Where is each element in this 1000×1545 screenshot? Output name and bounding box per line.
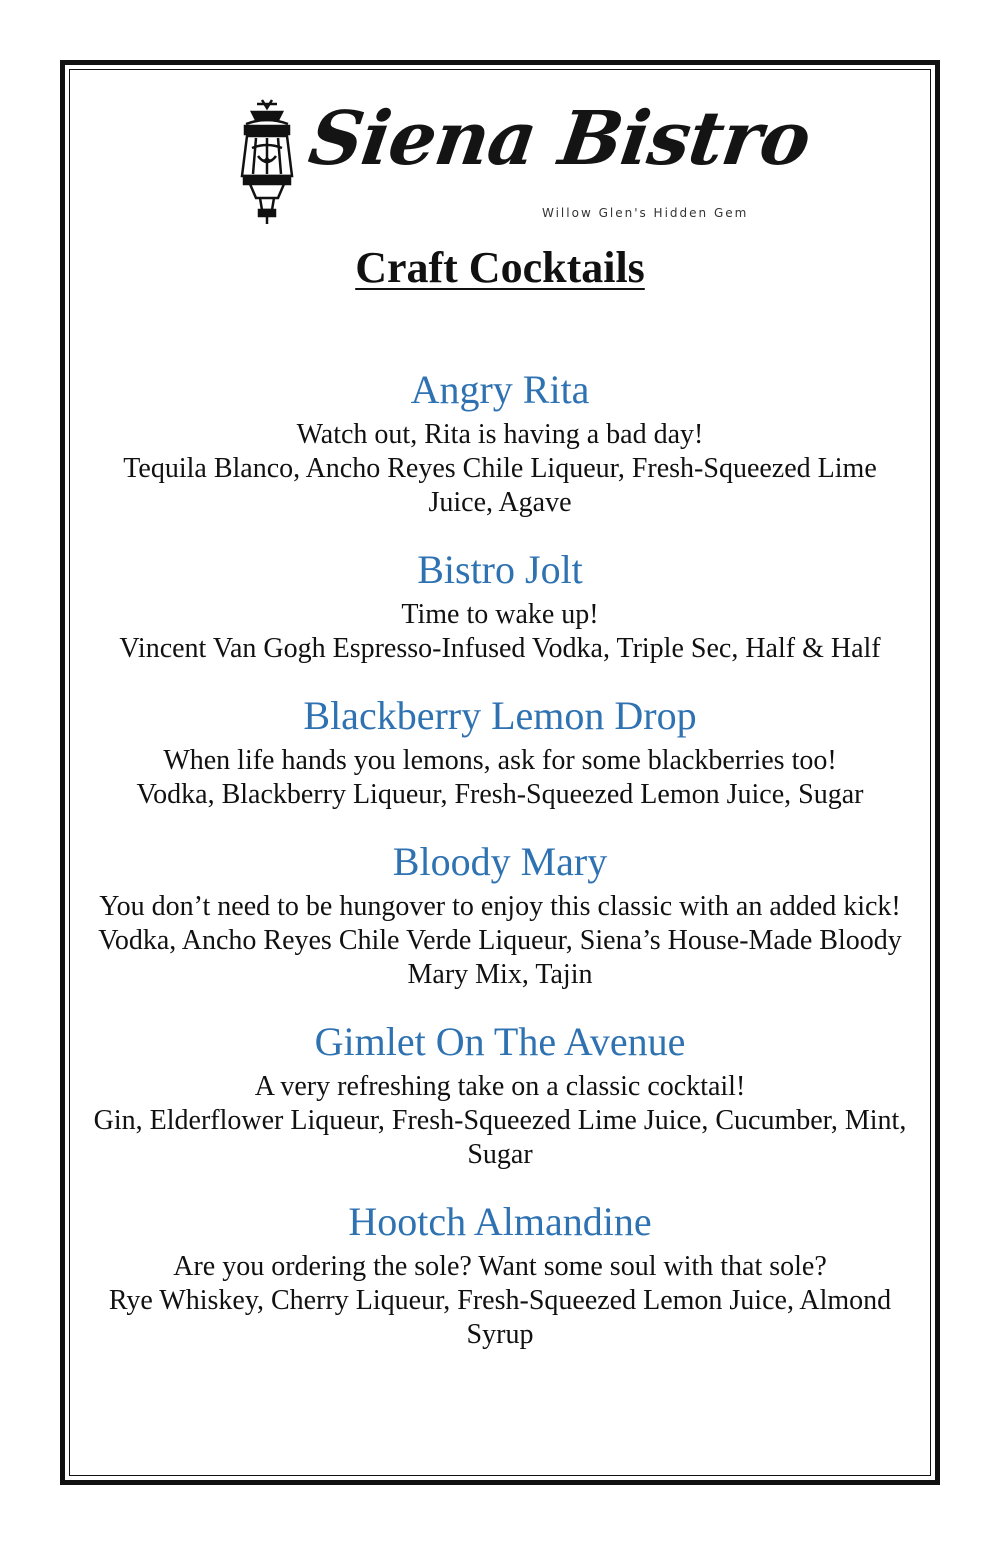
cocktail-tagline: Are you ordering the sole? Want some soul with that sole? — [173, 1251, 827, 1282]
cocktail-ingredients: Tequila Blanco, Ancho Reyes Chile Liqueur, Fresh-Squeezed Lime Juice, Agave — [123, 453, 877, 518]
cocktail-name: Blackberry Lemon Drop — [303, 693, 697, 738]
cocktail-item — [90, 366, 910, 520]
cocktail-tagline: A very refreshing take on a classic cocktail! — [254, 1071, 746, 1102]
brand-name: Siena Bistro — [303, 96, 816, 182]
cocktail-ingredients: Vodka, Blackberry Liqueur, Fresh-Squeezed Lemon Juice, Sugar — [136, 779, 864, 810]
cocktail-tagline: Watch out, Rita is having a bad day! — [296, 419, 704, 450]
cocktail-list — [90, 366, 910, 1378]
cocktail-name: Angry Rita — [410, 367, 590, 412]
lantern-icon — [232, 98, 302, 228]
cocktail-ingredients: Rye Whiskey, Cherry Liqueur, Fresh-Squeezed Lemon Juice, Almond Syrup — [108, 1285, 892, 1350]
cocktail-tagline: You don’t need to be hungover to enjoy this classic with an added kick! — [99, 891, 901, 922]
cocktail-item — [90, 546, 910, 666]
cocktail-name: Bloody Mary — [392, 839, 608, 884]
logo-tagline: Willow Glen's Hidden Gem — [542, 206, 749, 220]
cocktail-tagline: Time to wake up! — [401, 599, 599, 630]
cocktail-ingredients: Vincent Van Gogh Espresso-Infused Vodka, Triple Sec, Half & Half — [119, 633, 881, 664]
cocktail-item — [90, 1198, 910, 1352]
cocktail-name: Hootch Almandine — [348, 1199, 652, 1244]
cocktail-name: Gimlet On The Avenue — [314, 1019, 686, 1064]
cocktail-name: Bistro Jolt — [417, 547, 583, 592]
page-title: Craft Cocktails — [355, 243, 645, 292]
restaurant-logo — [232, 96, 816, 230]
cocktail-item — [90, 838, 910, 992]
cocktail-tagline: When life hands you lemons, ask for some blackberries too! — [163, 745, 837, 776]
cocktail-item — [90, 1018, 910, 1172]
cocktail-ingredients: Vodka, Ancho Reyes Chile Verde Liqueur, Siena’s House-Made Bloody Mary Mix, Tajin — [98, 925, 902, 990]
cocktail-ingredients: Gin, Elderflower Liqueur, Fresh-Squeezed Lime Juice, Cucumber, Mint, Sugar — [93, 1105, 907, 1170]
cocktail-item — [90, 692, 910, 812]
